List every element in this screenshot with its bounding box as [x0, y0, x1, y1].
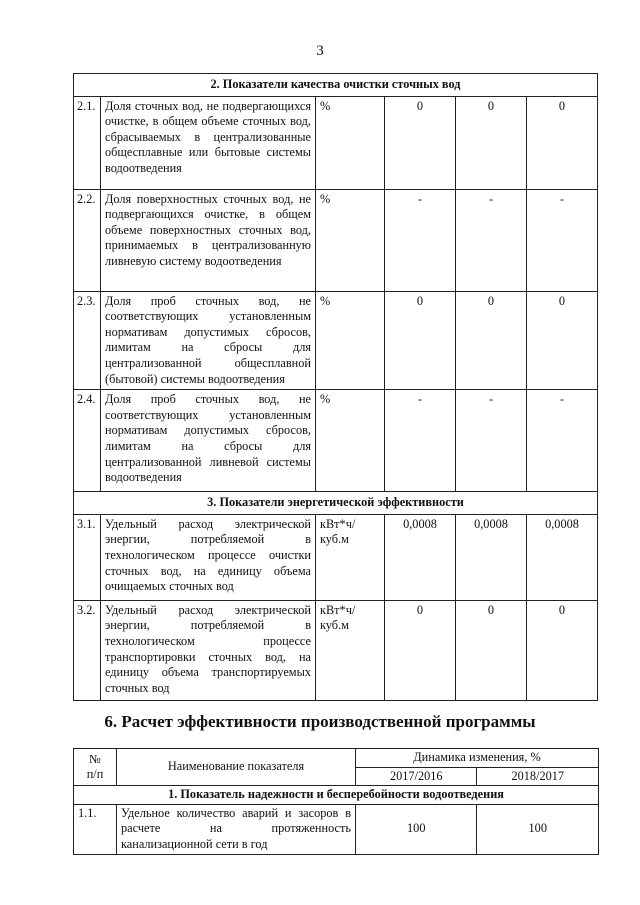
col-header-year-1: 2017/2016	[356, 767, 477, 786]
row-value-2: 100	[477, 804, 599, 854]
page-number: 3	[316, 43, 324, 59]
row-value-2: 0,0008	[456, 514, 527, 600]
section-header-row	[74, 74, 598, 97]
row-value-1: -	[385, 390, 456, 492]
row-value-3: 0,0008	[527, 514, 598, 600]
col-header-number: № п/п	[74, 749, 117, 786]
row-value-3: 0	[527, 96, 598, 189]
row-description: Удельный расход электрической энергии, потребляемой в технологическом процессе очистки сточных вод, на единицу объема очищаемых сточных вод	[101, 514, 316, 600]
row-value-1: 0,0008	[385, 514, 456, 600]
section-1-title: 1. Показатель надежности и бесперебойности водоотведения	[74, 786, 599, 805]
row-unit: %	[316, 291, 385, 390]
row-number: 1.1.	[74, 804, 117, 854]
row-value-2: 0	[456, 291, 527, 390]
row-description: Удельное количество аварий и засоров в расчете на протяженность канализационной сети в год	[117, 804, 356, 854]
row-unit: %	[316, 96, 385, 189]
table-row	[74, 291, 598, 390]
section-header-row	[74, 492, 598, 515]
section-6-heading: 6. Расчет эффективности производственной программы	[104, 712, 536, 731]
table-row	[74, 96, 598, 189]
row-unit: кВт*ч/куб.м	[316, 600, 385, 700]
row-unit: %	[316, 390, 385, 492]
row-number: 2.1.	[74, 96, 101, 189]
row-number: 3.2.	[74, 600, 101, 700]
col-header-name: Наименование показателя	[117, 749, 356, 786]
row-value-3: 0	[527, 600, 598, 700]
row-value-2: -	[456, 189, 527, 291]
row-value-2: 0	[456, 600, 527, 700]
table-row	[74, 189, 598, 291]
row-description: Доля проб сточных вод, не соответствующих установленным нормативам допустимых сбросов, лимитам на сбросы для централизованной ливневой системы водоотведения	[101, 390, 316, 492]
row-description: Доля проб сточных вод, не соответствующих установленным нормативам допустимых сбросов, лимитам на сбросы для централизованной общесплавной (бытовой) системы водоотведения	[101, 291, 316, 390]
table-row	[74, 600, 598, 700]
row-number: 2.4.	[74, 390, 101, 492]
efficiency-table	[73, 748, 599, 855]
row-value-2: 0	[456, 96, 527, 189]
row-value-3: -	[527, 390, 598, 492]
row-description: Доля сточных вод, не подвергающихся очистке, в общем объеме сточных вод, сбрасываемых в централизованные общесплавные или бытовые системы водоотведения	[101, 96, 316, 189]
row-number: 2.2.	[74, 189, 101, 291]
section-header-row	[74, 786, 599, 805]
row-unit: кВт*ч/куб.м	[316, 514, 385, 600]
col-header-year-2: 2018/2017	[477, 767, 599, 786]
row-value-2: -	[456, 390, 527, 492]
table-row	[74, 514, 598, 600]
section-2-title: 2. Показатели качества очистки сточных вод	[74, 74, 598, 97]
row-number: 3.1.	[74, 514, 101, 600]
col-header-dynamics: Динамика изменения, %	[356, 749, 599, 768]
row-value-1: 0	[385, 291, 456, 390]
header-row	[74, 749, 599, 768]
table-row	[74, 804, 599, 854]
row-number: 2.3.	[74, 291, 101, 390]
row-value-3: -	[527, 189, 598, 291]
row-value-1: 100	[356, 804, 477, 854]
row-description: Удельный расход электрической энергии, потребляемой в технологическом процессе транспортировки сточных вод, на единицу объема транспортируемых сточных вод	[101, 600, 316, 700]
row-description: Доля поверхностных сточных вод, не подвергающихся очистке, в общем объеме поверхностных сточных вод, принимаемых в централизованную ливневую систему водоотведения	[101, 189, 316, 291]
row-value-3: 0	[527, 291, 598, 390]
row-unit: %	[316, 189, 385, 291]
section-3-title: 3. Показатели энергетической эффективности	[74, 492, 598, 515]
row-value-1: 0	[385, 600, 456, 700]
table-row	[74, 390, 598, 492]
indicators-table	[73, 73, 598, 701]
row-value-1: -	[385, 189, 456, 291]
row-value-1: 0	[385, 96, 456, 189]
